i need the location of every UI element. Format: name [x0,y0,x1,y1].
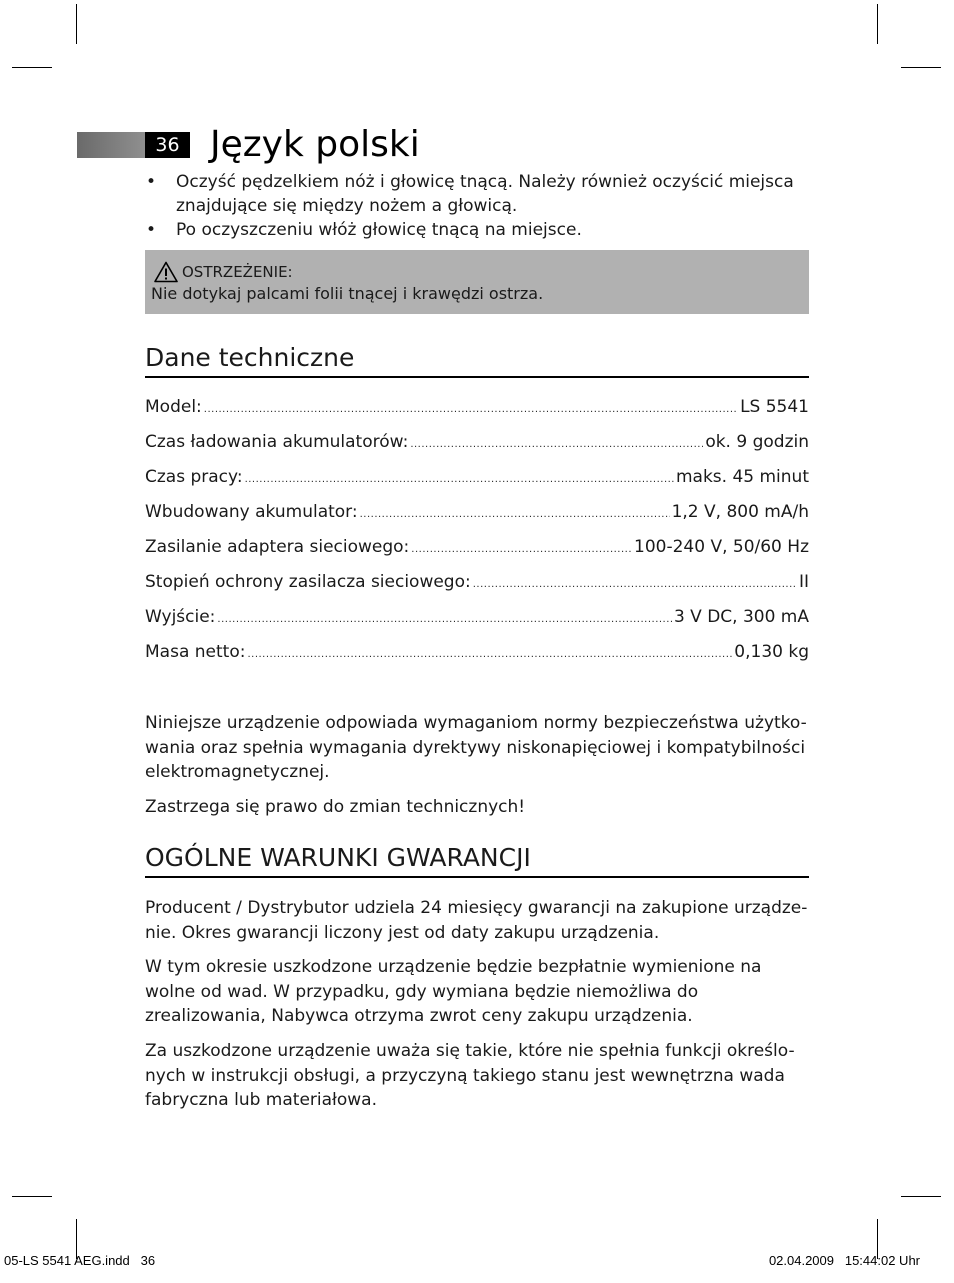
spec-row [145,465,809,489]
crop-mark [877,4,878,44]
leader-dots [245,468,674,492]
spec-row [145,500,809,524]
crop-mark [76,4,77,44]
warranty-paragraph: Za uszkodzone urządzenie uważa się takie, które nie spełnia funkcji określo-nych w instrukcji obsługi, a przyczyną takiego stanu jest wewnętrzna wada fabryczna lub materiałowa. [145,1041,795,1110]
crop-mark [12,1196,52,1197]
warning-title: OSTRZEŻENIE: [182,263,293,281]
spec-label: Masa netto: [145,642,246,662]
page-header-bar [77,132,145,158]
crop-mark [12,67,52,68]
leader-dots [217,608,672,632]
spec-label: Wyjście: [145,607,216,627]
warranty-paragraph: Producent / Dystrybutor udziela 24 miesięcy gwarancji na zakupione urządze-nie. Okres gwarancji liczony jest od daty zakupu urządzenia. [145,898,808,943]
cleaning-steps-list [145,170,809,242]
list-item: • Po oczyszczeniu włóż głowicę tnącą na miejsce. [145,218,809,242]
leader-dots [360,503,670,527]
footer-timestamp: 02.04.2009 15:44:02 Uhr [768,1253,920,1268]
spec-value: II [798,572,809,592]
spec-row [145,535,809,559]
spec-label: Zasilanie adaptera sieciowego: [145,537,410,557]
spec-value: ok. 9 godzin [705,432,809,452]
list-item: • Oczyść pędzelkiem nóż i głowicę tnącą. Należy również oczyścić miejsca znajdujące się między nożem a głowicą. [145,170,809,218]
crop-mark [901,67,941,68]
page-number: 36 [145,132,190,158]
warning-text: Nie dotykaj palcami folii tnącej i krawędzi ostrza. [151,284,544,303]
technical-changes-note: Zastrzega się prawo do zmian technicznych! [145,797,526,817]
spec-label: Czas pracy: [145,467,243,487]
warranty-heading: OGÓLNE WARUNKI GWARANCJI [145,842,809,878]
spec-row [145,570,809,594]
spec-row [145,605,809,629]
leader-dots [247,643,732,667]
spec-value: 100-240 V, 50/60 Hz [634,537,809,557]
footer-file-info: 05-LS 5541 AEG.indd 36 [4,1253,156,1268]
leader-dots [204,398,738,422]
page-title: Język polski [210,124,420,165]
compliance-paragraph: Niniejsze urządzenie odpowiada wymaganiom normy bezpieczeństwa użytko-wania oraz spełnia wymagania dyrektywy niskonapięciowej i kompatybilności elektromagnetycznej. [145,713,807,782]
spec-label: Stopień ochrony zasilacza sieciowego: [145,572,471,592]
spec-row [145,395,809,419]
spec-value: 3 V DC, 300 mA [673,607,809,627]
spec-label: Czas ładowania akumulatorów: [145,432,409,452]
leader-dots [410,433,703,457]
spec-row [145,430,809,454]
warranty-paragraph: W tym okresie uszkodzone urządzenie będzie bezpłatnie wymienione na wolne od wad. W przypadku, gdy wymiana będzie niemożliwa do zrealizowania, Nabywca otrzyma zwrot ceny zakupu urządzenia. [145,957,762,1026]
spec-value: LS 5541 [740,397,809,417]
spec-value: maks. 45 minut [675,467,809,487]
spec-row [145,640,809,664]
spec-label: Wbudowany akumulator: [145,502,358,522]
warning-triangle-icon [154,261,178,283]
spec-value: 0,130 kg [734,642,809,662]
warning-box [145,250,809,314]
warning-header [151,261,803,283]
leader-dots [411,538,632,562]
spec-value: 1,2 V, 800 mA/h [671,502,809,522]
tech-data-heading: Dane techniczne [145,342,809,378]
spec-label: Model: [145,397,202,417]
crop-mark [901,1196,941,1197]
leader-dots [473,573,797,597]
